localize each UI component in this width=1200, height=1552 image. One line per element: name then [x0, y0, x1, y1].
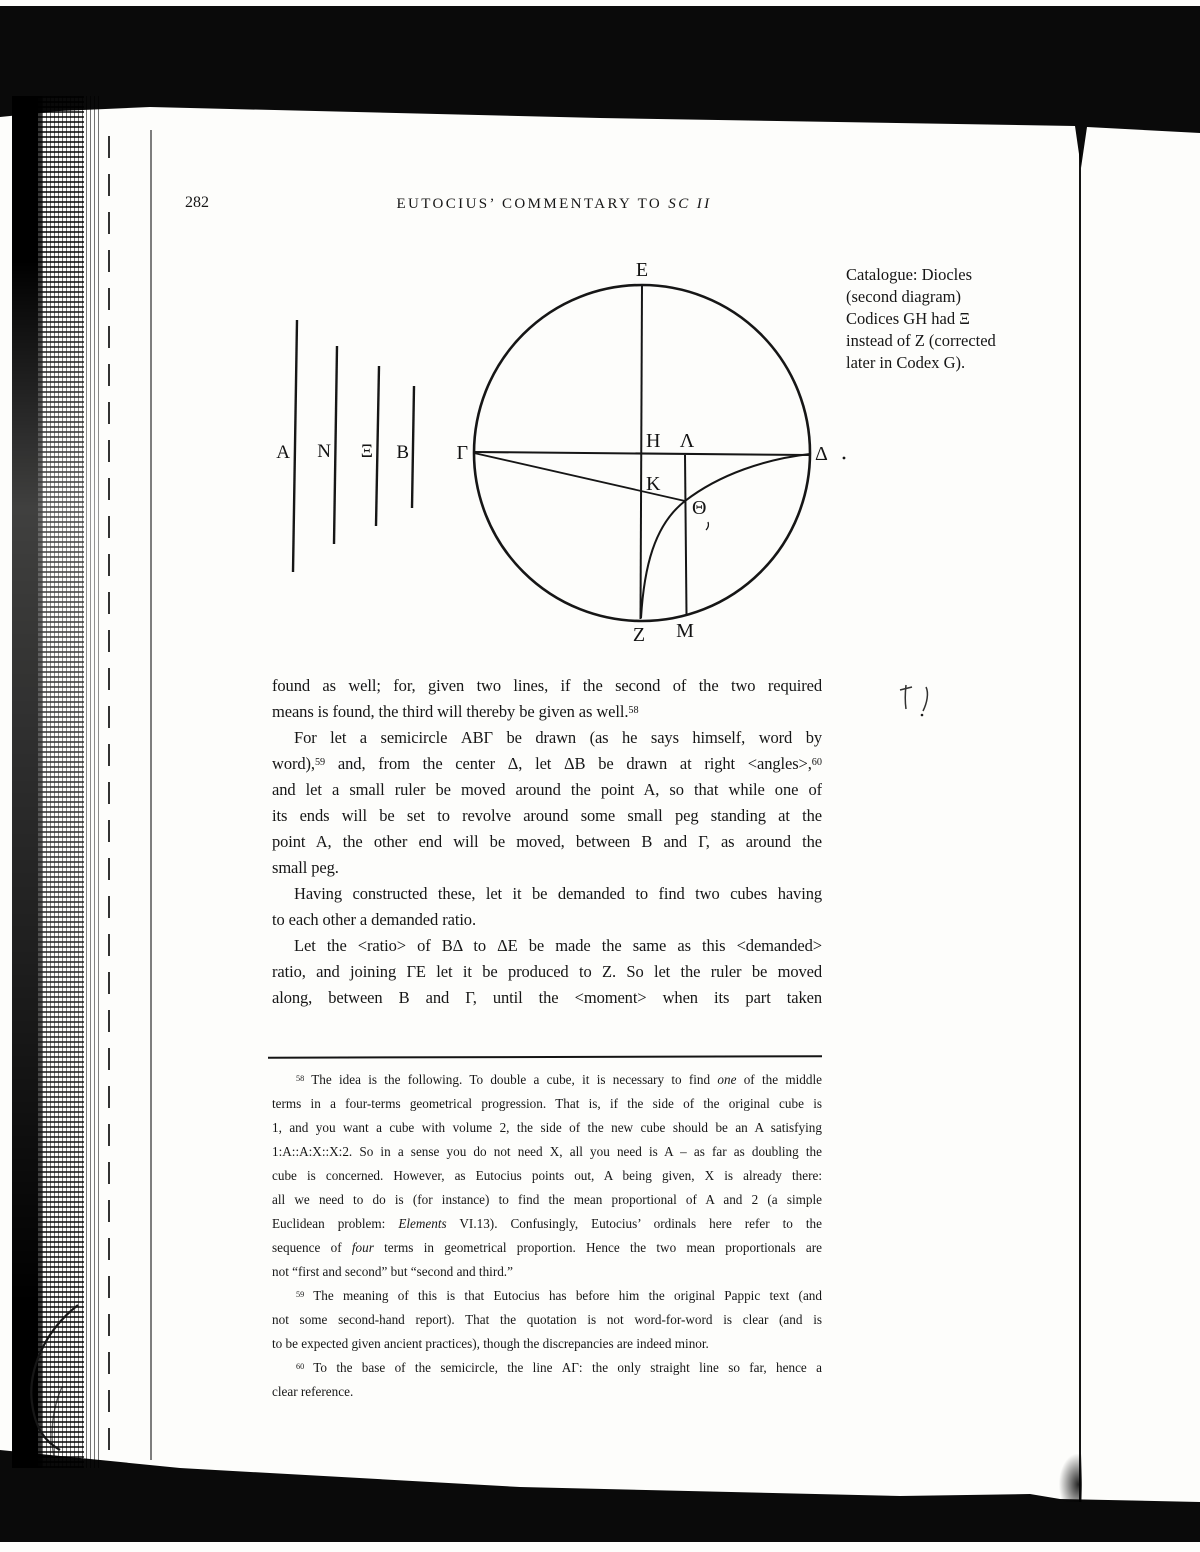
segment-line-xi — [376, 366, 379, 526]
footnote-line: $^{58}$ The idea is the following. To double a cube, it is necessary to find one of the middle — [296, 1072, 822, 1087]
text-line: and let a small ruler be moved around the point A, so that while one of — [272, 780, 822, 799]
page-edge-line-right — [1079, 150, 1081, 1502]
text-line: small peg. — [272, 858, 339, 877]
segment-label-xi: Ξ — [360, 441, 373, 462]
segment-line-a — [293, 320, 297, 572]
footnote-line: terms in a four-terms geometrical progression. That is, if the side of the original cube is — [272, 1096, 822, 1111]
binding-arc-marks — [10, 1295, 105, 1470]
text-line: word),$^{59}$ and, from the center Δ, let ΔΒ be drawn at right <angles>,$^{60}$ — [272, 754, 822, 773]
point-label-H: H — [646, 430, 661, 452]
footnote-line: 1, and you want a cube with volume 2, the side of the new cube should be an A satisfying — [272, 1120, 822, 1135]
footnotes — [272, 1068, 822, 1404]
segment-label-b: B — [396, 442, 409, 463]
vertical-diameter-EZ — [641, 284, 643, 619]
point-label-E: E — [635, 259, 649, 281]
text-line: means is found, the third will thereby be given as well.$^{58}$ — [272, 702, 639, 721]
point-label-Gamma: Γ — [456, 442, 468, 464]
point-label-Lambda: Λ — [679, 430, 695, 452]
margin-note-line: Codices GH had Ξ — [846, 309, 970, 328]
text-line: its ends will be set to revolve around some small peg standing at the — [272, 806, 822, 825]
margin-note-line: (second diagram) — [846, 287, 961, 306]
footnote-line: sequence of four terms in geometrical proportion. Hence the two mean proportionals are — [272, 1240, 822, 1255]
text-line: For let a semicircle ΑΒΓ be drawn (as he says himself, word by — [294, 728, 822, 747]
point-label-M: M — [676, 620, 694, 642]
running-header: EUTOCIUS’ COMMENTARY TO SC II — [396, 196, 712, 212]
page-edge-smudge — [1058, 1452, 1082, 1502]
binding-texture — [12, 96, 152, 1468]
footnote-separator — [268, 1055, 822, 1059]
footnote-line: 1:A::A:X::X:2. So in a sense you do not need X, all you need is A – as far as doubling the — [272, 1144, 822, 1159]
body-text — [272, 673, 822, 1011]
margin-note-line: Catalogue: Diocles — [846, 265, 973, 284]
text-line: ratio, and joining ΓΕ let it be produced to Z. So let the ruler be moved — [272, 962, 822, 981]
text-line: Having constructed these, let it be demanded to find two cubes having — [294, 884, 822, 903]
margin-note-line: instead of Z (corrected — [846, 331, 996, 350]
segment-line-b — [412, 386, 414, 508]
vertical-line-LM — [685, 455, 687, 615]
segment-line-n — [334, 346, 337, 544]
point-label-Theta: Θ — [692, 497, 707, 519]
footnote-line: Euclidean problem: Elements VI.13). Confusingly, Eutocius’ ordinals here refer to the — [272, 1216, 822, 1231]
text-line: found as well; for, given two lines, if the second of the two required — [272, 676, 822, 695]
page-number: 282 — [185, 194, 209, 211]
margin-note-line: later in Codex G). — [846, 353, 966, 372]
page-crease-line — [150, 130, 152, 1460]
geometric-diagram — [268, 252, 848, 657]
segment-label-n: N — [317, 441, 331, 462]
footnote-line: $^{59}$ The meaning of this is that Eutocius has before him the original Pappic text (and — [296, 1288, 822, 1303]
margin-note — [846, 264, 1031, 374]
point-label-Z: Z — [632, 624, 646, 646]
footnote-line: all we need to do is (for instance) to find the mean proportional of A and 2 (a simple — [272, 1192, 822, 1207]
footnote-line: not “first and second” but “second and third.” — [272, 1264, 513, 1279]
cissoid-curve — [641, 454, 810, 618]
footnote-line: $^{60}$ To the base of the semicircle, the line ΑΓ: the only straight line so far, hence a — [296, 1360, 822, 1375]
speck-after-theta — [706, 522, 708, 530]
point-label-K: K — [646, 473, 661, 495]
binding-broken-line — [108, 120, 110, 1450]
point-label-Delta: Δ — [815, 443, 828, 465]
footnote-line: not some second-hand report). That the quotation is not word-for-word is clear (and is — [272, 1312, 822, 1327]
speck-after-delta — [843, 457, 846, 460]
pen-marks — [895, 678, 940, 723]
footnote-line: to be expected given ancient practices), though the discrepancies are indeed minor. — [272, 1336, 709, 1351]
top-scan-bar — [0, 0, 1200, 200]
text-line: Let the <ratio> of ΒΔ to ΔΕ be made the same as this <demanded> — [294, 936, 822, 955]
text-line: along, between B and Γ, until the <moment> when its part taken — [272, 988, 822, 1007]
footnote-line: cube is concerned. However, as Eutocius points out, A being given, X is already there: — [272, 1168, 822, 1183]
text-line: to each other a demanded ratio. — [272, 910, 476, 929]
segment-label-a: A — [276, 442, 290, 463]
text-line: point A, the other end will be moved, between B and Γ, as around the — [272, 832, 822, 851]
footnote-line: clear reference. — [272, 1384, 354, 1399]
